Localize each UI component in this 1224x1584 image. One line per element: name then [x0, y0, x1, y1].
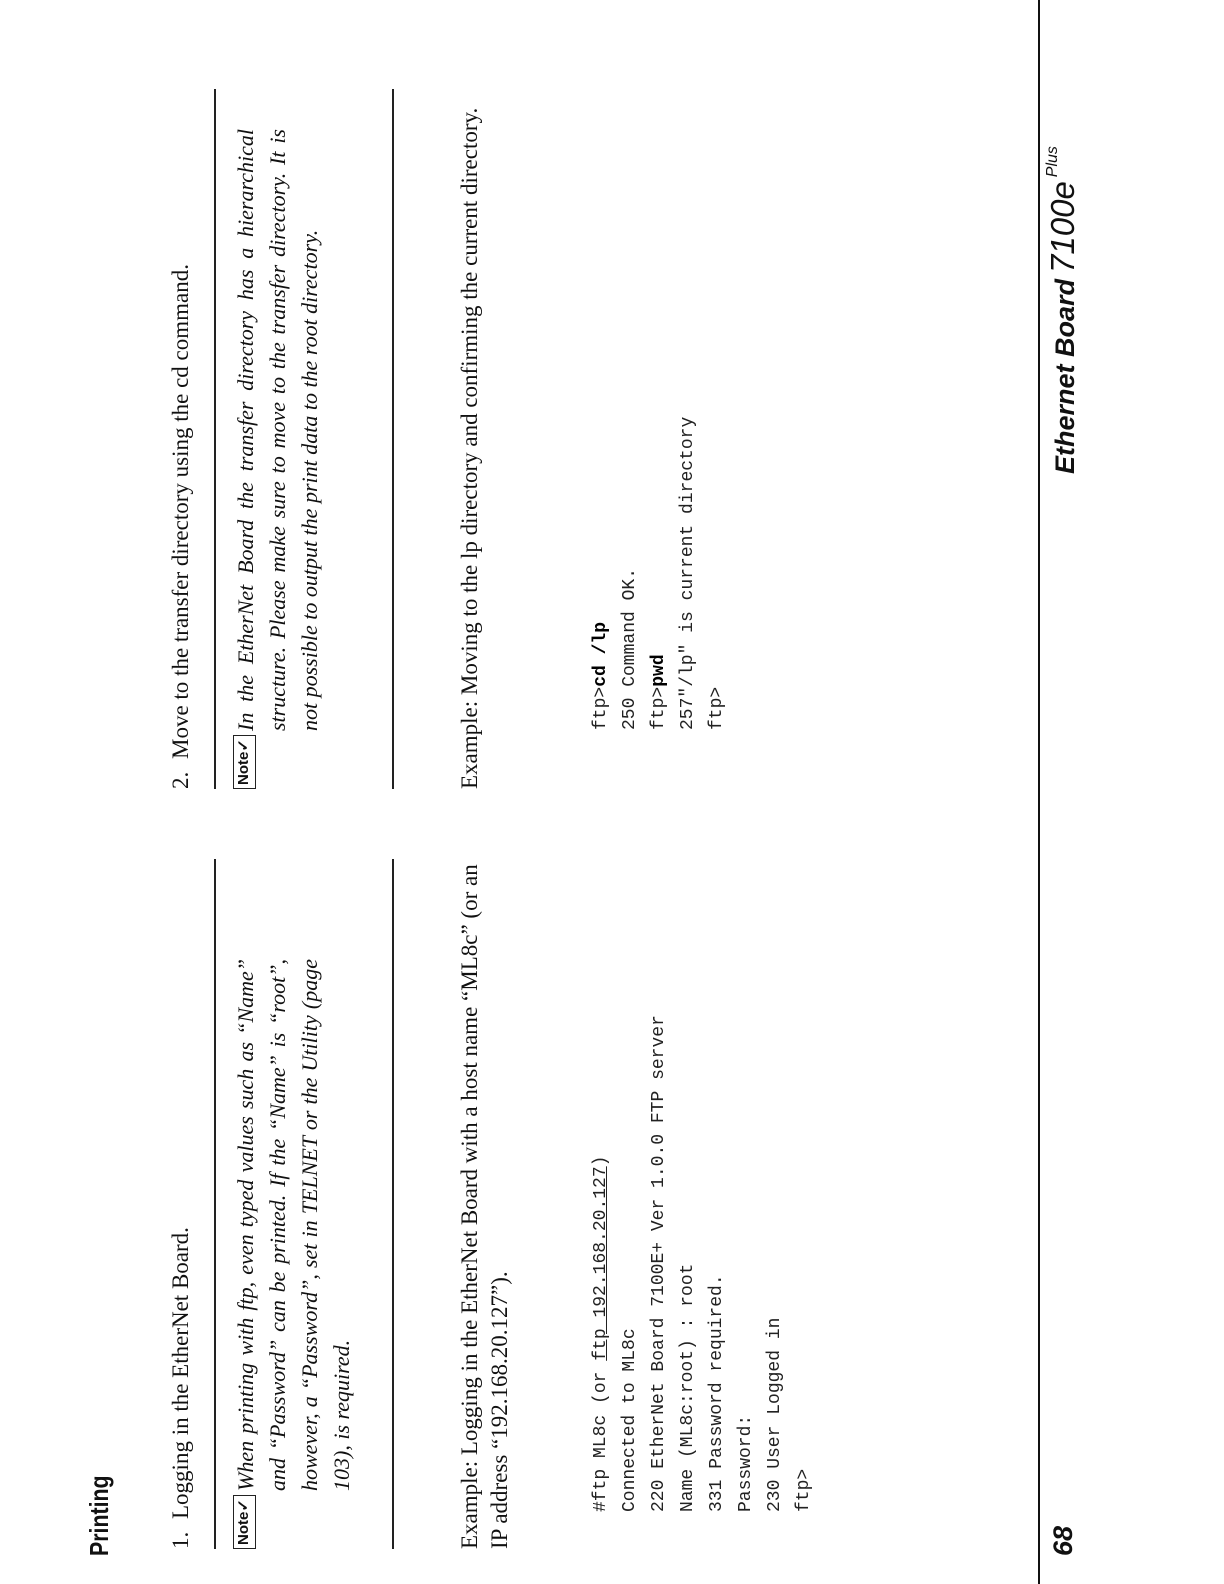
page-number: 68 [1048, 1525, 1078, 1556]
brand-name: Ethernet Board [1050, 278, 1080, 474]
note-top-rule [214, 89, 216, 789]
example-1: Example: Logging in the EtherNet Board with a host name “ML8c” (or an IP address “192.168.20.127”). [457, 864, 512, 1549]
step-1 [168, 1227, 194, 1549]
note-1-text: When printing with ftp, even typed values such as “Name” and “Password” can be printed. If the “Name” is “root”, however, a “Password”, set in TELNET or the Utility (page 103), is required. [233, 959, 354, 1491]
brand-model: 7100e [1044, 181, 1081, 273]
step-2 [168, 264, 194, 789]
example-2: Example: Moving to the lp directory and confirming the current directory. [457, 107, 482, 789]
step-1-text: Logging in the EtherNet Board. [168, 1227, 193, 1519]
step-2-number: 2. [168, 771, 193, 789]
brand-footer [1044, 146, 1082, 474]
footer-rule [1038, 0, 1040, 1584]
page-header: Printing [84, 1475, 114, 1556]
step-2-text: Move to the transfer directory using the cd command. [168, 264, 193, 759]
note-top-rule [214, 859, 216, 1549]
code-block-1: #ftp ML8c (or ftp 192.168.20.127) Connected to ML8c 220 EtherNet Board 7100E+ Ver 1.0.0 FTP server Name (ML8c:root) : root 331 Password required. Password: 230 User Logged in ftp> [591, 1015, 814, 1512]
note-bottom-rule [392, 859, 394, 1549]
note-2-text: In the EtherNet Board the transfer directory has a hierarchical structure. Please make sure to move to the transfer directory. It is not possible to output the print data to the root directory. [233, 129, 322, 731]
note-bottom-rule [392, 89, 394, 789]
note-icon: Note✓ [233, 1495, 256, 1549]
step-1-number: 1. [168, 1531, 193, 1549]
brand-suffix: Plus [1044, 146, 1061, 178]
note-2 [230, 129, 326, 789]
code-block-2: ftp>cd /lp 250 Command OK. ftp>pwd 257"/lp" is current directory ftp> [591, 416, 727, 730]
note-1 [230, 959, 358, 1549]
note-icon: Note✓ [233, 735, 256, 789]
